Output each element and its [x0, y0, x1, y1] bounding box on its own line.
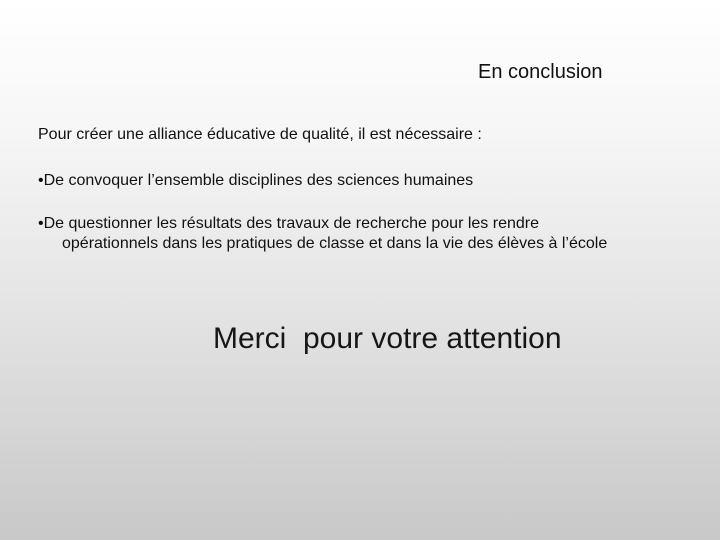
slide-title: En conclusion	[478, 61, 603, 83]
bullet-line: •De convoquer l’ensemble disciplines des sciences humaines	[38, 172, 474, 189]
bullet-item	[38, 171, 473, 191]
bullet-line-continued: opérationnels dans les pratiques de classe et dans la vie des élèves à l’école	[62, 235, 608, 252]
thank-you-text: Merci pour votre attention	[213, 322, 562, 355]
bullet-line: •De questionner les résultats des travaux de recherche pour les rendre	[38, 215, 539, 232]
intro-text: Pour créer une alliance éducative de qualité, il est nécessaire :	[38, 126, 482, 143]
bullet-item	[38, 214, 607, 254]
